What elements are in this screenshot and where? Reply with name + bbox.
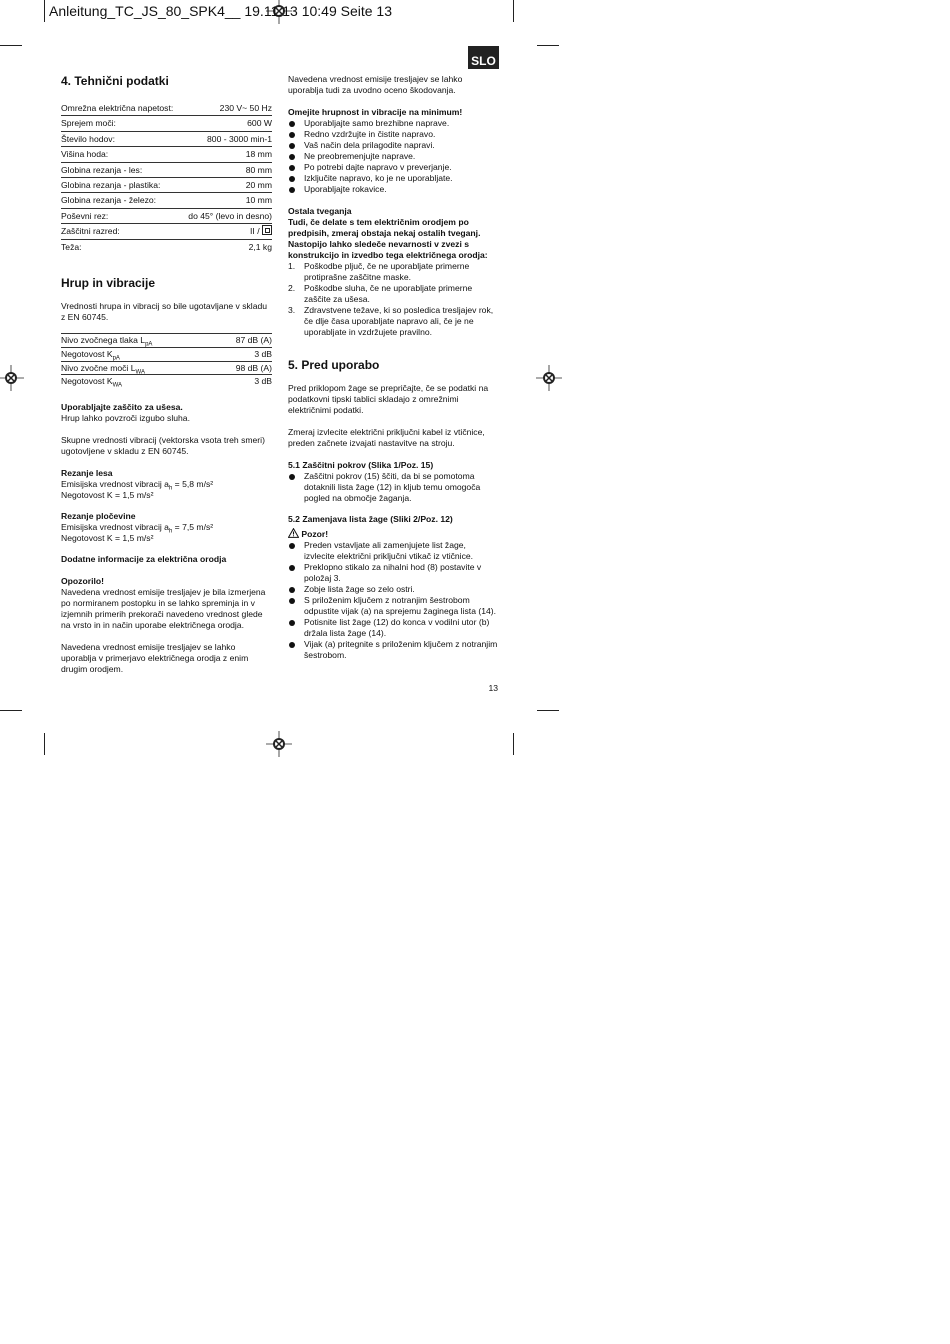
list-item: S priloženim ključem z notranjim šestrobom odpustite vijak (a) na sprejemu žaginega lista (14). <box>288 595 498 617</box>
wood-uncertainty: Negotovost K = 1,5 m/s² <box>61 490 154 501</box>
noise-label: Nivo zvočnega tlaka $L_{pA}$ <box>61 334 153 348</box>
registration-mark-icon <box>266 731 292 757</box>
risk-intro: Tudi, če delate s tem električnim orodjem po predpisih, zmeraj obstaja nekaj ostalih tveganj. Nastopijo lahko sledeče nevarnosti v zvezi s konstrukcijo in izvedbo tega električnega orodja: <box>288 217 488 260</box>
list-item: 3. Zdravstvene težave, ki so posledica tresljajev rok, če dlje časa uporabljate napravo ali, če je ne uporabljate in vzdržujete pravilno. <box>288 305 494 337</box>
wood-heading: Rezanje lesa <box>61 468 113 479</box>
metal-heading: Rezanje pločevine <box>61 511 136 522</box>
crop-mark <box>537 710 559 711</box>
spec-label: Globina rezanja - les: <box>61 164 143 175</box>
list-item: Ne preobremenjujte naprave. <box>288 151 498 162</box>
spec-value: 20 mm <box>245 179 272 190</box>
list-item: Vaš način dela prilagodite napravi. <box>288 140 498 151</box>
extra-info-heading: Dodatne informacije za električna orodja <box>61 554 227 565</box>
spec-row <box>61 192 272 207</box>
spec-label: Teža: <box>61 241 82 252</box>
noise-row <box>61 361 272 375</box>
section-heading-noise: Hrup in vibracije <box>61 275 156 290</box>
spec-label: Poševni rez: <box>61 210 109 221</box>
spec-value: 10 mm <box>245 195 272 206</box>
spec-value: do 45° (levo in desno) <box>188 210 272 221</box>
noise-row <box>61 347 272 361</box>
noise-intro: Vrednosti hrupa in vibracij so bile ugotavljane v skladu z EN 60745. <box>61 300 268 322</box>
intro-text: Navedena vrednost emisije tresljajev se lahko uporablja tudi za uvodno oceno škodovanja. <box>288 74 463 95</box>
noise-label: Negotovost $K_{pA}$ <box>61 348 120 362</box>
list-item: 2. Poškodbe sluha, če ne uporabljate primerne zaščite za ušesa. <box>288 283 473 304</box>
minimize-list <box>288 118 498 195</box>
list-item: Zobje lista žage so zelo ostri. <box>288 584 498 595</box>
registration-mark-icon <box>536 365 562 391</box>
before-use-p2: Zmeraj izvlecite električni priključni kabel iz vtičnice, preden začnete izvajati nastavitve na stroju. <box>288 427 485 448</box>
subsection-5-2-heading: 5.2 Zamenjava lista žage (Sliki 2/Poz. 12) <box>288 514 453 524</box>
noise-value: 98 dB (A) <box>235 362 272 373</box>
spec-value-wrap <box>250 224 272 238</box>
crop-mark <box>0 710 22 711</box>
spec-value: II / <box>250 226 260 237</box>
spec-row <box>61 239 272 254</box>
spec-label: Sprejem moči: <box>61 118 116 129</box>
list-item: Vijak (a) pritegnite s priloženim ključem z notranjim šestrobom. <box>288 639 498 661</box>
list-item: Izključite napravo, ko je ne uporabljate. <box>288 173 498 184</box>
crop-mark <box>44 0 45 22</box>
language-tab: SLO <box>468 46 499 69</box>
right-column <box>288 74 498 661</box>
list-item: Po potrebi dajte napravo v preverjanje. <box>288 162 498 173</box>
list-item: Redno vzdržujte in čistite napravo. <box>288 129 498 140</box>
spec-value: 230 V~ 50 Hz <box>219 103 272 113</box>
caution-label: Pozor! <box>301 529 329 539</box>
crop-mark <box>44 733 45 755</box>
section-heading-before-use: 5. Pred uporabo <box>288 358 380 372</box>
crop-mark <box>0 45 22 46</box>
warning-triangle-icon <box>288 528 299 538</box>
risk-list <box>288 261 498 338</box>
crop-mark <box>513 0 514 22</box>
spec-row <box>61 162 272 177</box>
noise-value: 87 dB (A) <box>235 334 272 345</box>
list-item: Uporabljajte samo brezhibne naprave. <box>288 118 498 129</box>
noise-value: 3 dB <box>254 376 272 387</box>
list-item: Preklopno stikalo za nihalni hod (8) postavite v položaj 3. <box>288 562 498 584</box>
wood-emission: Emisijska vrednost vibracij $a_h = 5,8$ m/s² <box>61 479 214 492</box>
list-item: Potisnite list žage (12) do konca v vodilni utor (b) držala lista žage (14). <box>288 617 498 639</box>
noise-label: Nivo zvočne moči $L_{WA}$ <box>61 362 145 376</box>
warning-heading: Opozorilo! <box>61 576 104 587</box>
noise-row <box>61 374 272 388</box>
minimize-heading: Omejite hrupnost in vibracije na minimum! <box>288 107 463 117</box>
left-column <box>61 74 272 675</box>
spec-label: Globina rezanja - plastika: <box>61 179 161 190</box>
warning-text: Navedena vrednost emisije tresljajev je bila izmerjena po normiranem postopku in se lahko spreminja in v izjemnih primerih prekorači navedeno vrednost glede na vrsto in in način uporabe električnega orodja. <box>61 587 266 631</box>
spec-label: Globina rezanja - železo: <box>61 195 157 206</box>
metal-emission: Emisijska vrednost vibracij $a_h = 7,5$ m/s² <box>61 522 214 535</box>
spec-row <box>61 177 272 192</box>
noise-table <box>61 333 272 388</box>
subsection-5-1-heading: 5.1 Zaščitni pokrov (Slika 1/Poz. 15) <box>288 460 434 470</box>
page-number: 13 <box>488 683 498 693</box>
noise-label: Negotovost $K_{WA}$ <box>61 376 123 390</box>
caution-line <box>288 528 498 540</box>
spec-value: 800 - 3000 min-1 <box>207 133 272 144</box>
noise-value: 3 dB <box>254 348 272 359</box>
registration-mark-icon <box>0 365 24 391</box>
noise-row <box>61 333 272 347</box>
spec-value: 600 W <box>247 118 272 129</box>
protection-class-icon <box>262 225 272 235</box>
spec-value: 18 mm <box>245 149 272 160</box>
subsection-5-2-list <box>288 540 498 661</box>
spec-table <box>61 101 272 254</box>
spec-label: Zaščitni razred: <box>61 226 120 237</box>
ear-protection-heading: Uporabljajte zaščito za ušesa. <box>61 402 183 413</box>
list-item: 1. Poškodbe pljuč, če ne uporabljate primerne protiprašne zaščitne maske. <box>288 261 470 282</box>
spec-row <box>61 146 272 161</box>
spec-row <box>61 223 272 238</box>
list-item: Preden vstavljate ali zamenjujete list žage, izvlecite električni priključni vtikač iz vtičnice. <box>288 540 498 562</box>
compare-text: Navedena vrednost emisije tresljajev se lahko uporablja v primerjavo električnega orodja z enim drugim orodjem. <box>61 642 249 675</box>
spec-value: 2,1 kg <box>248 241 272 252</box>
list-item: Zaščitni pokrov (15) ščiti, da bi se pomotoma dotaknili lista žage (12) in kljub temu omogoča pogled na območje žaganja. <box>288 471 498 504</box>
spec-label: Število hodov: <box>61 133 115 144</box>
list-item: Uporabljajte rokavice. <box>288 184 498 195</box>
spec-label: Omrežna električna napetost: <box>61 103 174 113</box>
crop-mark <box>513 733 514 755</box>
section-heading-tech: 4. Tehnični podatki <box>61 74 169 88</box>
before-use-p1: Pred priklopom žage se prepričajte, če se podatki na podatkovni tipski tablici skladajo z omrežnimi električnimi podatki. <box>288 383 489 415</box>
spec-label: Višina hoda: <box>61 149 109 160</box>
ear-protection-text: Hrup lahko povzroči izgubo sluha. <box>61 413 190 424</box>
spec-row <box>61 115 272 130</box>
subsection-5-1-list <box>288 471 498 504</box>
crop-mark <box>537 45 559 46</box>
spec-row <box>61 131 272 146</box>
risk-heading: Ostala tveganja <box>288 206 352 216</box>
vibration-total-text: Skupne vrednosti vibracij (vektorska vsota treh smeri) ugotovljene v skladu z EN 60745. <box>61 435 265 457</box>
spec-value: 80 mm <box>245 164 272 175</box>
print-slug: Anleitung_TC_JS_80_SPK4__ 19.11.13 10:49 Seite 13 <box>49 3 392 19</box>
spec-row <box>61 101 272 115</box>
spec-row <box>61 208 272 223</box>
metal-uncertainty: Negotovost K = 1,5 m/s² <box>61 533 154 544</box>
